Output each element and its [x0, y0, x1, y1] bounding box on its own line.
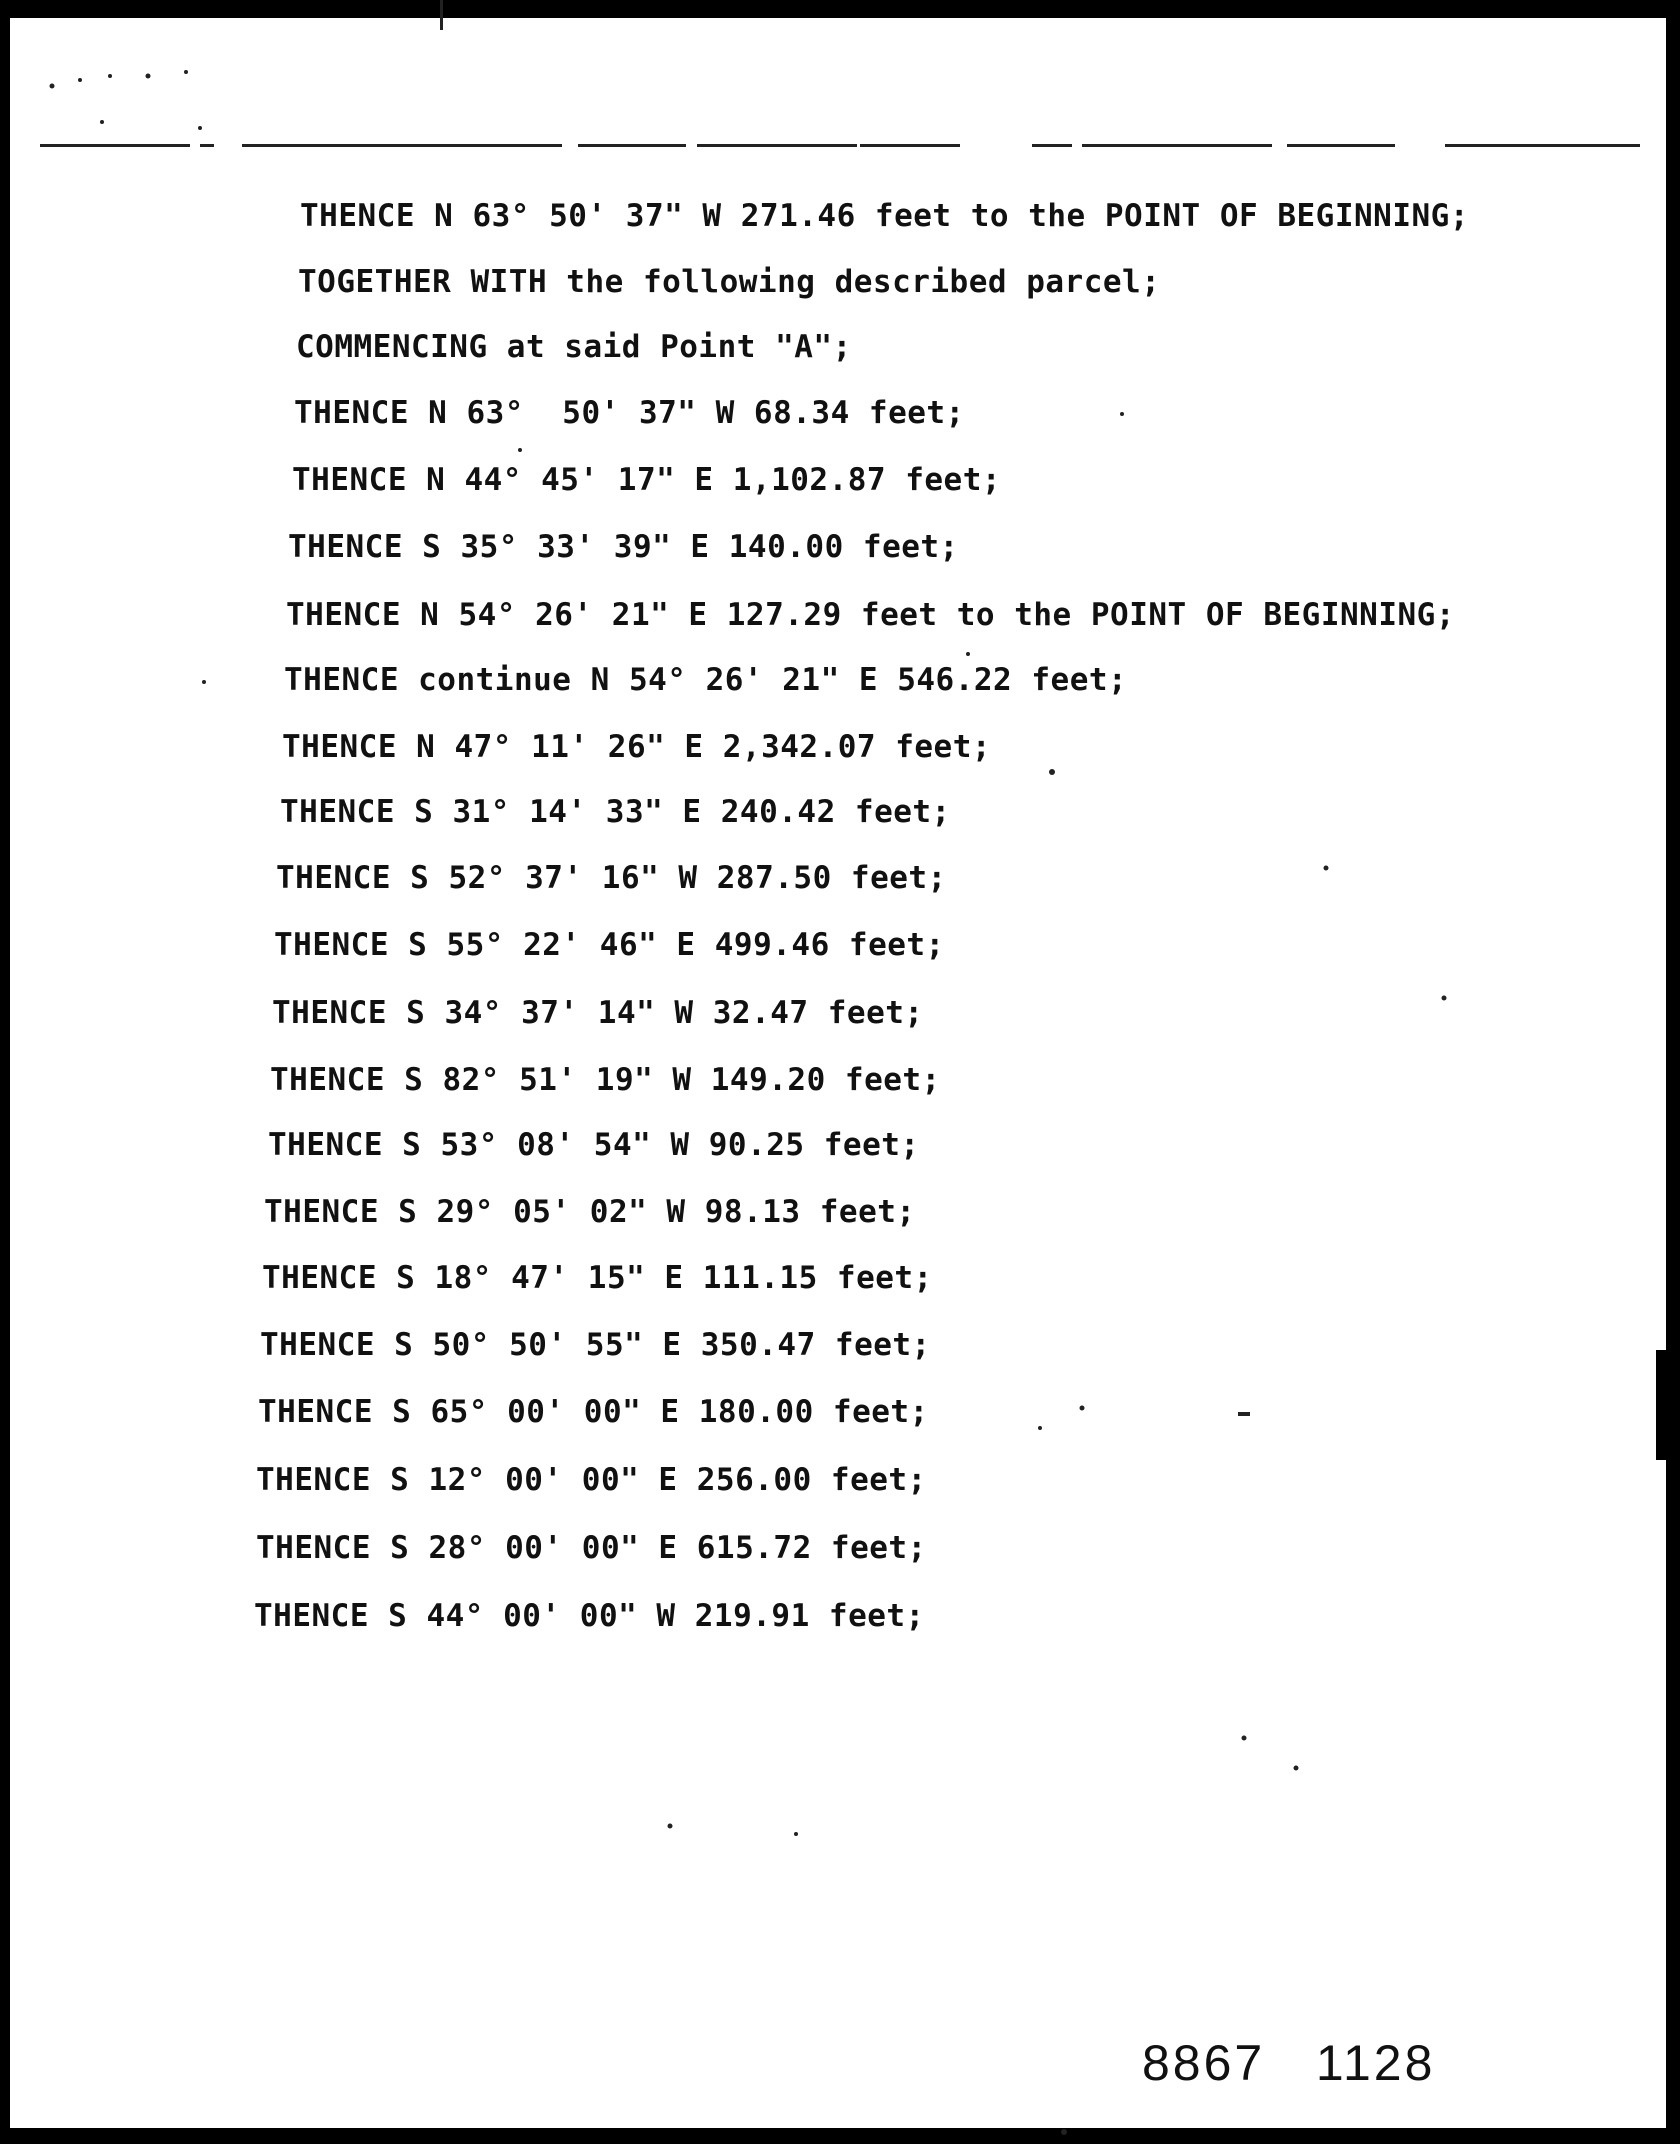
text-line: TOGETHER WITH the following described parcel;: [298, 264, 1161, 300]
text-line: THENCE S 31° 14' 33" E 240.42 feet;: [280, 794, 951, 830]
text-line: THENCE continue N 54° 26' 21" E 546.22 feet;: [284, 662, 1128, 698]
scan-border-bottom: [0, 2128, 1680, 2144]
text-line: THENCE N 63° 50' 37" W 271.46 feet to the POINT OF BEGINNING;: [300, 198, 1469, 234]
text-line: THENCE N 54° 26' 21" E 127.29 feet to the POINT OF BEGINNING;: [286, 597, 1455, 633]
text-line: THENCE S 35° 33' 39" E 140.00 feet;: [288, 529, 959, 565]
text-line: THENCE S 12° 00' 00" E 256.00 feet;: [256, 1462, 927, 1498]
text-line: COMMENCING at said Point "A";: [296, 329, 852, 365]
text-line: THENCE S 18° 47' 15" E 111.15 feet;: [262, 1260, 933, 1296]
page-number: 8867 1128: [1142, 2035, 1436, 2091]
text-line: THENCE S 65° 00' 00" E 180.00 feet;: [258, 1394, 929, 1430]
text-line: THENCE S 44° 00' 00" W 219.91 feet;: [254, 1598, 925, 1634]
text-line: THENCE S 55° 22' 46" E 499.46 feet;: [274, 927, 945, 963]
text-line: THENCE S 29° 05' 02" W 98.13 feet;: [264, 1194, 916, 1230]
text-line: THENCE S 34° 37' 14" W 32.47 feet;: [272, 995, 924, 1031]
text-line: THENCE S 82° 51' 19" W 149.20 feet;: [270, 1062, 941, 1098]
text-line: THENCE N 63° 50' 37" W 68.34 feet;: [294, 395, 965, 431]
text-line: THENCE S 50° 50' 55" E 350.47 feet;: [260, 1327, 931, 1363]
text-line: THENCE S 28° 00' 00" E 615.72 feet;: [256, 1530, 927, 1566]
text-line: THENCE N 44° 45' 17" E 1,102.87 feet;: [292, 462, 1002, 498]
text-line: THENCE S 52° 37' 16" W 287.50 feet;: [276, 860, 947, 896]
text-line: THENCE N 47° 11' 26" E 2,342.07 feet;: [282, 729, 992, 765]
text-line: THENCE S 53° 08' 54" W 90.25 feet;: [268, 1127, 920, 1163]
